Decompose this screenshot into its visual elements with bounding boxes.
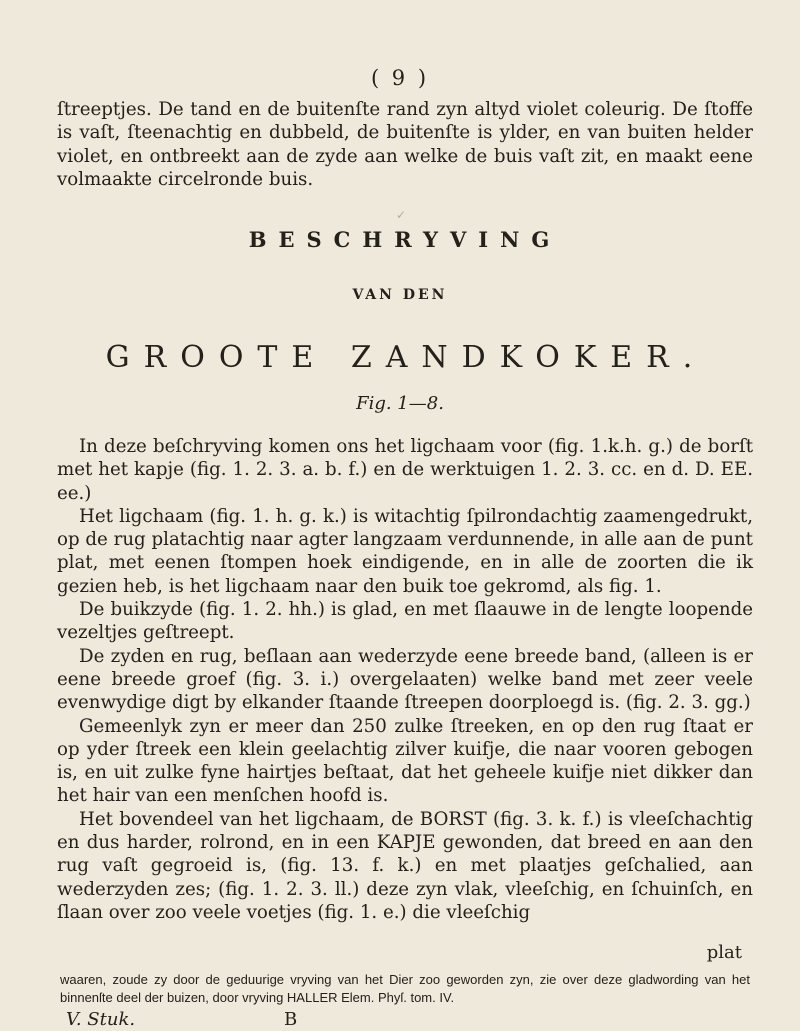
heading-beschryving: BESCHRYVING	[248, 227, 562, 252]
paragraph-1: In deze beſchryving komen ons het ligchaam voor (fig. 1.k.h. g.) de borſt met het kapje (fig. 1. 2. 3. a. b. f.) en de werktuigen 1. 2. 3. cc. en d. D. EE. ee.)	[57, 436, 753, 504]
paragraph-3: De buikzyde (fig. 1. 2. hh.) is glad, en met ſlaauwe in de lengte loopende vezeltjes geſtreept.	[57, 599, 753, 644]
page-number: ( 9 )	[370, 66, 430, 90]
paragraph-2: Het ligchaam (fig. 1. h. g. k.) is witachtig ſpilrondachtig zaamengedrukt, op de rug platachtig naar agter langzaam verdunnende, in alle aan de punt plat, met eenen ſtompen hoek eindigende, en in alle de zoorten die ik gezien heb, is het ligchaam naar den buik toe gekromd, als fig. 1.	[57, 505, 753, 597]
signature-volume: V. Stuk.	[66, 1009, 136, 1030]
paragraph-5: Gemeenlyk zyn er meer dan 250 zulke ſtreeken, en op den rug ſtaat er op yder ſtreek een klein geelachtig zilver kuifje, die naar vooren gebogen is, en uit zulke fyne hairtjes beſtaat, dat het geheele kuifje niet dikker dan het hair van een menſchen hoofd is.	[57, 715, 753, 807]
heading-title: GROOTE ZANDKOKER.	[105, 340, 707, 375]
paragraph-4: De zyden en rug, beſlaan aan wederzyde eene breede band, (alleen is er eene breede groef (fig. 3. i.) overgelaaten) welke band met zeer veele evenwydige digt by elkander ſtaande ſtreepen doorploegd is. (fig. 2. 3. gg.)	[57, 645, 753, 714]
main-text	[57, 435, 753, 924]
stray-mark: ✓	[396, 208, 407, 222]
paragraph-6: Het bovendeel van het ligchaam, de BORST (fig. 3. k. f.) is vleeſchachtig en dus harder, rolrond, en in een KAPJE gewonden, dat breed en aan den rug vaſt gegroeid is, (fig. 13. f. k.) en met plaatjes geſchalied, aan wederzyden zes; (fig. 1. 2. 3. ll.) deze zyn vlak, vleeſchig, en ſchuinſch, en ſlaan over zoo veele voetjes (fig. 1. e.) die vleeſchig	[57, 808, 753, 923]
signature-letter: B	[284, 1009, 298, 1030]
intro-paragraph	[57, 98, 753, 191]
heading-van-den: VAN DEN	[352, 287, 448, 303]
catchword: plat	[706, 942, 742, 963]
intro-text: ſtreeptjes. De tand en de buitenſte rand zyn altyd violet coleurig. De ſtoffe is vaſt, ſteenachtig en dubbeld, de buitenſte is ylder, en van buiten helder violet, en ontbreekt aan de zyde aan welke de buis vaſt zit, en maakt eene volmaakte circelronde buis.	[57, 99, 753, 190]
signature-line	[66, 1009, 626, 1030]
footnote	[60, 971, 750, 1007]
figure-reference: Fig. 1—8.	[356, 393, 444, 414]
footnote-text: waaren, zoude zy door de geduurige vryving van het Dier zoo geworden zyn, zie over deze gladwording van het binnenſte deel der buizen, door vryving HALLER Elem. Phyſ. tom. IV.	[60, 972, 750, 1005]
